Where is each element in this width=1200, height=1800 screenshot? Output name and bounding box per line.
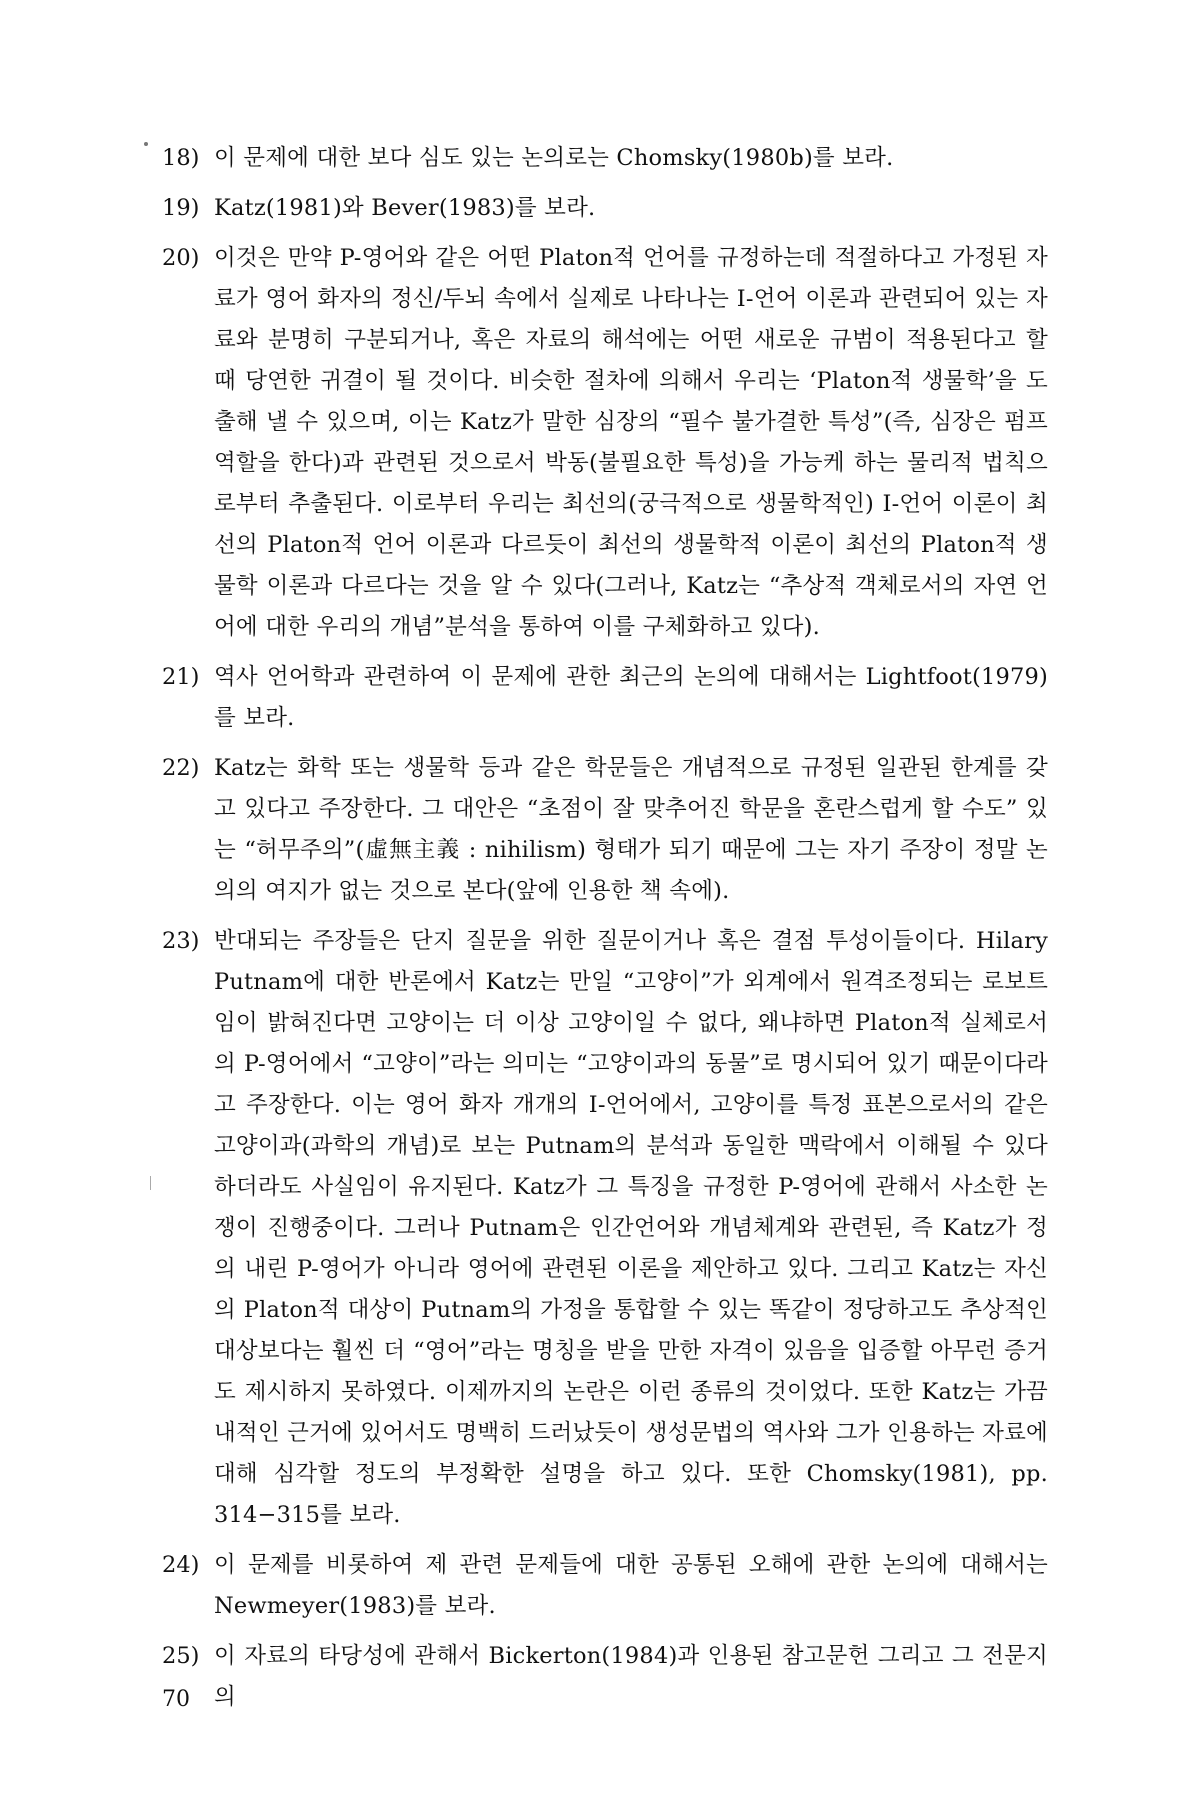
page-number: 70 bbox=[162, 1687, 190, 1712]
footnote-text: Katz는 화학 또는 생물학 등과 같은 학문들은 개념적으로 규정된 일관된 한계를 갖고 있다고 주장한다. 그 대안은 “초점이 잘 맞추어진 학문을 혼란스럽게 할 수도” 있는 “허무주의”(虛無主義 : nihilism) 형태가 되기 때문에 그는 자기 주장이 정말 논의의 여지가 없는 것으로 본다(앞에 인용한 책 속에). bbox=[214, 755, 1048, 904]
footnote-21 bbox=[162, 657, 1048, 739]
footnote-number: 24) bbox=[162, 1552, 200, 1578]
footnote-23 bbox=[162, 921, 1048, 1536]
margin-dot bbox=[144, 142, 148, 146]
footnote-number: 20) bbox=[162, 245, 200, 271]
footnote-number: 21) bbox=[162, 664, 200, 690]
footnote-text: Katz(1981)와 Bever(1983)를 보라. bbox=[214, 195, 596, 221]
footnote-24 bbox=[162, 1545, 1048, 1627]
footnote-text: 이것은 만약 P-영어와 같은 어떤 Platon적 언어를 규정하는데 적절하다고 가정된 자료가 영어 화자의 정신/두뇌 속에서 실제로 나타나는 I-언어 이론과 관련되어 있는 자료와 분명히 구분되거나, 혹은 자료의 해석에는 어떤 새로운 규범이 적용된다고 할 때 당연한 귀결이 될 것이다. 비슷한 절차에 의해서 우리는 ‘Platon적 생물학’을 도출해 낼 수 있으며, 이는 Katz가 말한 심장의 “필수 불가결한 특성”(즉, 심장은 펌프 역할을 한다)과 관련된 것으로서 박동(불필요한 특성)을 가능케 하는 물리적 법칙으로부터 추출된다. 이로부터 우리는 최선의(궁극적으로 생물학적인) I-언어 이론이 최선의 Platon적 언어 이론과 다르듯이 최선의 생물학적 이론이 최선의 Platon적 생물학 이론과 다르다는 것을 알 수 있다(그러나, Katz는 “추상적 객체로서의 자연 언어에 대한 우리의 개념”분석을 통하여 이를 구체화하고 있다). bbox=[214, 245, 1048, 640]
footnote-text: 반대되는 주장들은 단지 질문을 위한 질문이거나 혹은 결점 투성이들이다. Hilary Putnam에 대한 반론에서 Katz는 만일 “고양이”가 외계에서 원격조정되는 로보트임이 밝혀진다면 고양이는 더 이상 고양이일 수 없다, 왜냐하면 Platon적 실체로서의 P-영어에서 “고양이”라는 의미는 “고양이과의 동물”로 명시되어 있기 때문이다라고 주장한다. 이는 영어 화자 개개의 I-언어에서, 고양이를 특정 표본으로서의 같은 고양이과(과학의 개념)로 보는 Putnam의 분석과 동일한 맥락에서 이해될 수 있다 하더라도 사실임이 유지된다. Katz가 그 특징을 규정한 P-영어에 관해서 사소한 논쟁이 진행중이다. 그러나 Putnam은 인간언어와 개념체계와 관련된, 즉 Katz가 정의 내린 P-영어가 아니라 영어에 관련된 이론을 제안하고 있다. 그리고 Katz는 자신의 Platon적 대상이 Putnam의 가정을 통합할 수 있는 똑같이 정당하고도 추상적인 대상보다는 훨씬 더 “영어”라는 명칭을 받을 만한 자격이 있음을 입증할 아무런 증거도 제시하지 못하였다. 이제까지의 논란은 이런 종류의 것이었다. 또한 Katz는 가끔 내적인 근거에 있어서도 명백히 드러났듯이 생성문법의 역사와 그가 인용하는 자료에 대해 심각할 정도의 부정확한 설명을 하고 있다. 또한 Chomsky(1981), pp. 314−315를 보라. bbox=[214, 928, 1048, 1528]
footnote-20 bbox=[162, 238, 1048, 648]
footnote-text: 이 문제를 비롯하여 제 관련 문제들에 대한 공통된 오해에 관한 논의에 대해서는 Newmeyer(1983)를 보라. bbox=[214, 1552, 1048, 1619]
footnote-number: 23) bbox=[162, 928, 200, 954]
margin-tick bbox=[150, 1176, 151, 1190]
footnote-number: 19) bbox=[162, 195, 200, 221]
footnotes bbox=[162, 138, 1048, 1727]
footnote-22 bbox=[162, 748, 1048, 912]
footnote-number: 18) bbox=[162, 145, 200, 171]
footnote-text: 이 문제에 대한 보다 심도 있는 논의로는 Chomsky(1980b)를 보라. bbox=[214, 145, 894, 171]
footnote-19 bbox=[162, 188, 1048, 229]
footnote-18 bbox=[162, 138, 1048, 179]
footnote-text: 이 자료의 타당성에 관해서 Bickerton(1984)과 인용된 참고문헌 그리고 그 전문지의 bbox=[214, 1643, 1048, 1710]
footnote-number: 25) bbox=[162, 1643, 200, 1669]
footnote-text: 역사 언어학과 관련하여 이 문제에 관한 최근의 논의에 대해서는 Lightfoot(1979)를 보라. bbox=[214, 664, 1048, 731]
footnote-number: 22) bbox=[162, 755, 200, 781]
footnote-25 bbox=[162, 1636, 1048, 1718]
